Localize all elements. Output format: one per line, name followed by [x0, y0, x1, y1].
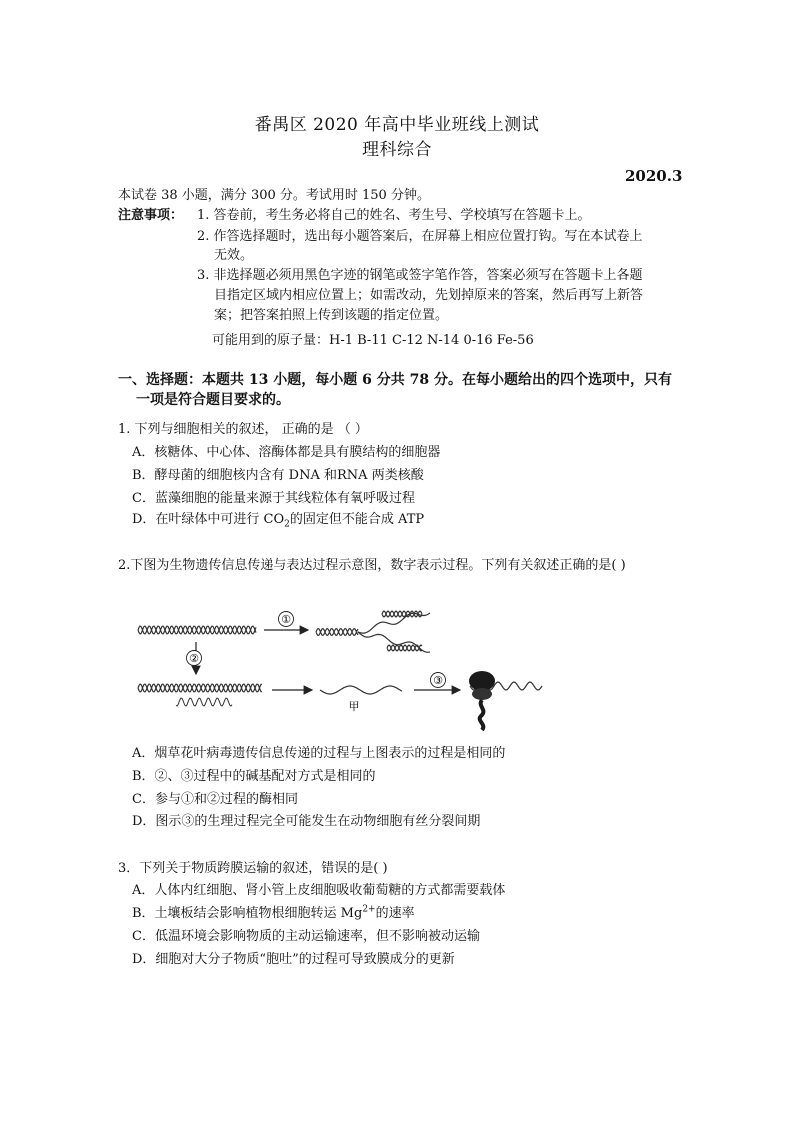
dna-double-helix — [138, 626, 256, 634]
replication-fork — [316, 611, 430, 652]
note-item: 3. 非选择题必须用黑色字迹的钢笔或签字笔作答，答案必须写在答题卡上各题 — [197, 268, 643, 283]
note-item: 1. 答卷前，考生务必将自己的姓名、考生号、学校填写在答题卡上。 — [197, 208, 591, 223]
mrna-strand — [320, 686, 402, 694]
transcription-dna — [138, 684, 262, 706]
option-a: A．烟草花叶病毒遗传信息传递的过程与上图表示的过程是相同的 — [132, 746, 506, 761]
ribosome-icon — [469, 671, 542, 730]
exam-date: 2020.3 — [625, 167, 683, 185]
note-item: 案；把答案拍照上传到该题的指定位置。 — [214, 308, 449, 323]
exam-subject: 理科综合 — [362, 140, 432, 160]
question-stem: 2.下图为生物遗传信息传递与表达过程示意图，数字表示过程。下列有关叙述正确的是( ) — [118, 558, 626, 573]
atomic-masses: 可能用到的原子量：H-1 B-11 C-12 N-14 0-16 Fe-56 — [212, 333, 534, 348]
gene-expression-diagram — [132, 598, 552, 738]
option-a: A．核糖体、中心体、溶酶体都是具有膜结构的细胞器 — [132, 445, 441, 460]
option-b: B．土壤板结会影响植物根细胞转运 $Mg^{2+}$的速率 — [132, 904, 415, 921]
option-c: C．低温环境会影响物质的主动运输速率，但不影响被动运输 — [132, 929, 480, 944]
note-item: 2. 作答选择题时，选出每小题答案后，在屏幕上相应位置打钩。写在本试卷上 — [197, 229, 643, 244]
option-c: C．参与①和②过程的酶相同 — [132, 792, 298, 807]
process-label-3: ③ — [433, 674, 443, 687]
notes-label: 注意事项： — [118, 208, 184, 223]
process-label-1: ① — [281, 613, 291, 626]
note-item: 无效。 — [214, 248, 254, 263]
exam-title: 番禺区 2020 年高中毕业班线上测试 — [254, 115, 540, 135]
option-d: D．图示③的生理过程完全可能发生在动物细胞有丝分裂间期 — [132, 814, 481, 829]
option-d: D．细胞对大分子物质“胞吐”的过程可导致膜成分的更新 — [132, 952, 455, 967]
option-b: B．酵母菌的细胞核内含有 DNA 和RNA 两类核酸 — [132, 468, 424, 483]
mrna-label: 甲 — [348, 700, 360, 713]
question-stem: 3．下列关于物质跨膜运输的叙述，错误的是( ) — [118, 861, 388, 876]
question-stem: 1. 下列与细胞相关的叙述， 正确的是 （ ） — [118, 422, 368, 437]
section-header: 一项是符合题目要求的。 — [136, 392, 290, 408]
option-a: A．人体内红细胞、肾小管上皮细胞吸收葡萄糖的方式都需要载体 — [132, 883, 506, 898]
exam-intro: 本试卷 38 小题，满分 300 分。考试用时 150 分钟。 — [118, 188, 430, 203]
process-label-2: ② — [189, 652, 199, 665]
option-b: B．②、③过程中的碱基配对方式是相同的 — [132, 769, 376, 784]
section-header: 一、选择题：本题共 13 小题，每小题 6 分共 78 分。在每小题给出的四个选项中，只有 — [118, 372, 672, 388]
option-c: C．蓝藻细胞的能量来源于其线粒体有氧呼吸过程 — [132, 491, 415, 506]
option-d: D．在叶绿体中可进行 $CO_2$的固定但不能合成 ATP — [132, 512, 425, 530]
note-item: 目指定区域内相应位置上；如需改动，先划掉原来的答案，然后再写上新答 — [214, 288, 644, 303]
